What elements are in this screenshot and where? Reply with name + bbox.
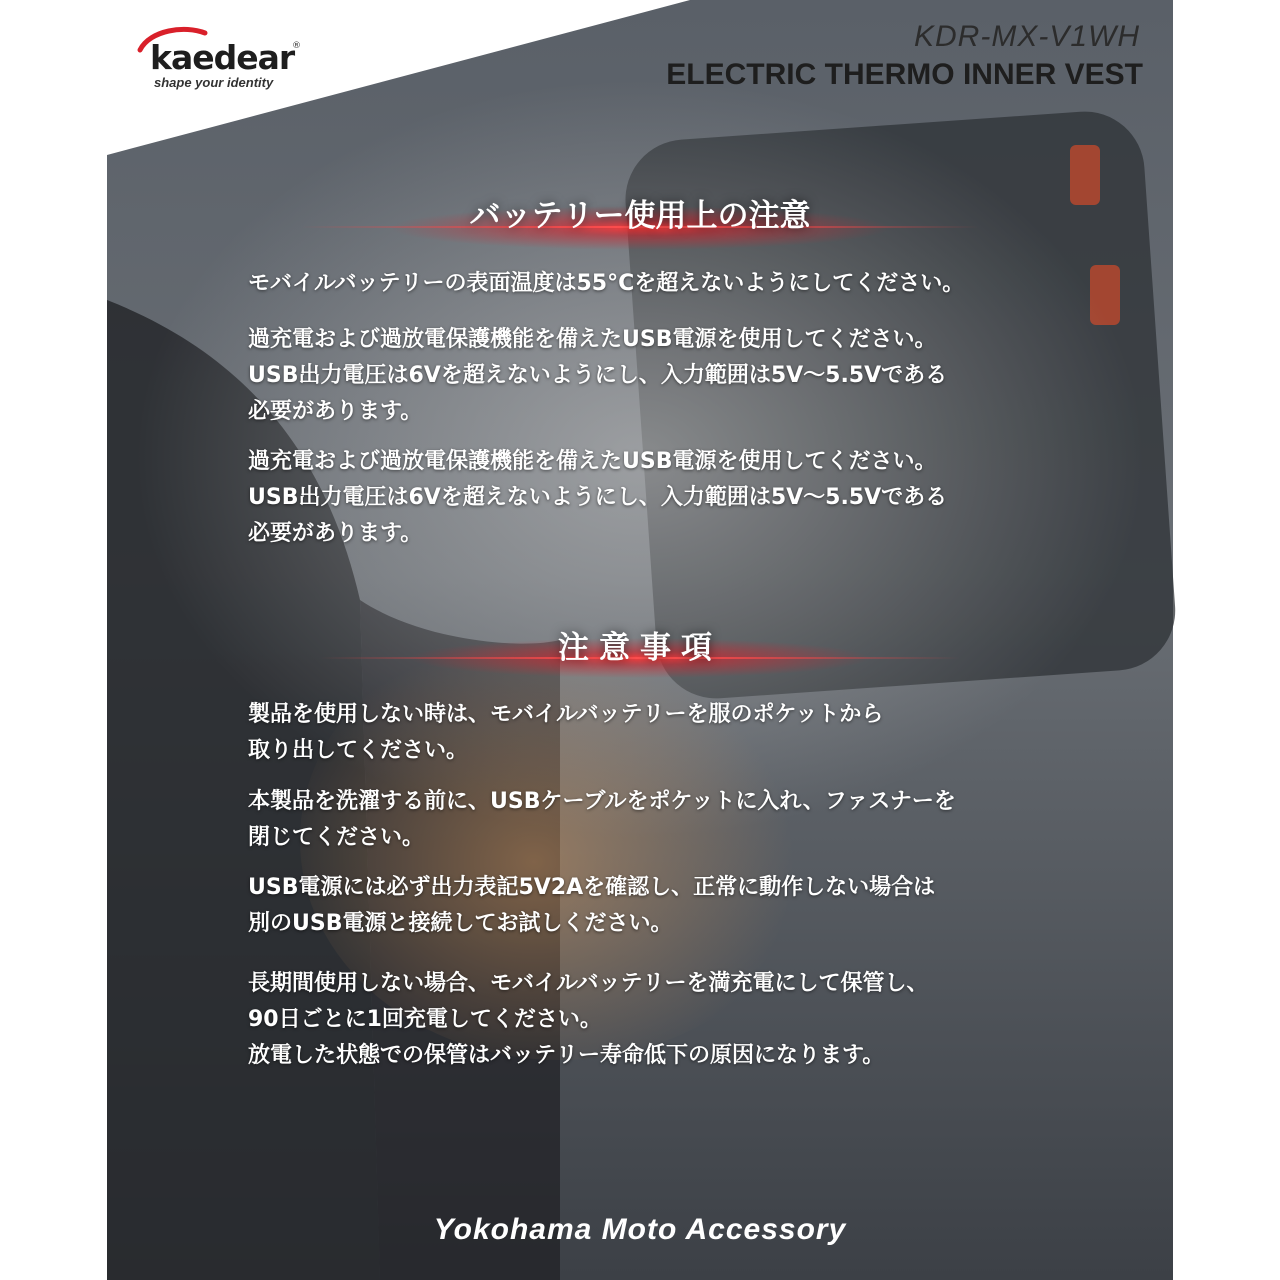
section-title-battery: バッテリー使用上の注意 (469, 198, 811, 234)
caution-note-1: 製品を使用しない時は、モバイルバッテリーを服のポケットから 取り出してください。 (248, 702, 884, 763)
battery-note-1: モバイルバッテリーの表面温度は55°Cを超えないようにしてください。 (248, 271, 965, 296)
caution-note-2: 本製品を洗濯する前に、USBケーブルをポケットに入れ、ファスナーを 閉じてください。 (248, 789, 956, 850)
footer-brand: Yokohama Moto Accessory (433, 1213, 847, 1246)
brand-tagline: shape your identity (154, 75, 274, 90)
battery-note-3: 過充電および過放電保護機能を備えたUSB電源を使用してください。 USB出力電圧は6Vを超えないようにし、入力範囲は5V～5.5Vである 必要があります。 (248, 449, 948, 546)
brand-logo (128, 28, 328, 98)
registered-mark: ® (292, 41, 301, 51)
section-title-cautions: 注意事項 (558, 630, 722, 666)
battery-note-2: 過充電および過放電保護機能を備えたUSB電源を使用してください。 USB出力電圧は6Vを超えないようにし、入力範囲は5V～5.5Vである 必要があります。 (248, 327, 948, 424)
caution-note-4: 長期間使用しない場合、モバイルバッテリーを満充電にして保管し、 90日ごとに1回充電してください。 放電した状態での保管はバッテリー寿命低下の原因になります。 (248, 971, 929, 1068)
product-title: ELECTRIC THERMO INNER VEST (666, 58, 1143, 91)
brand-name: kaedear (150, 38, 295, 77)
model-number: KDR-MX-V1WH (914, 20, 1140, 53)
caution-note-3: USB電源には必ず出力表記5V2Aを確認し、正常に動作しない場合は 別のUSB電源と接続してお試しください。 (248, 875, 936, 936)
